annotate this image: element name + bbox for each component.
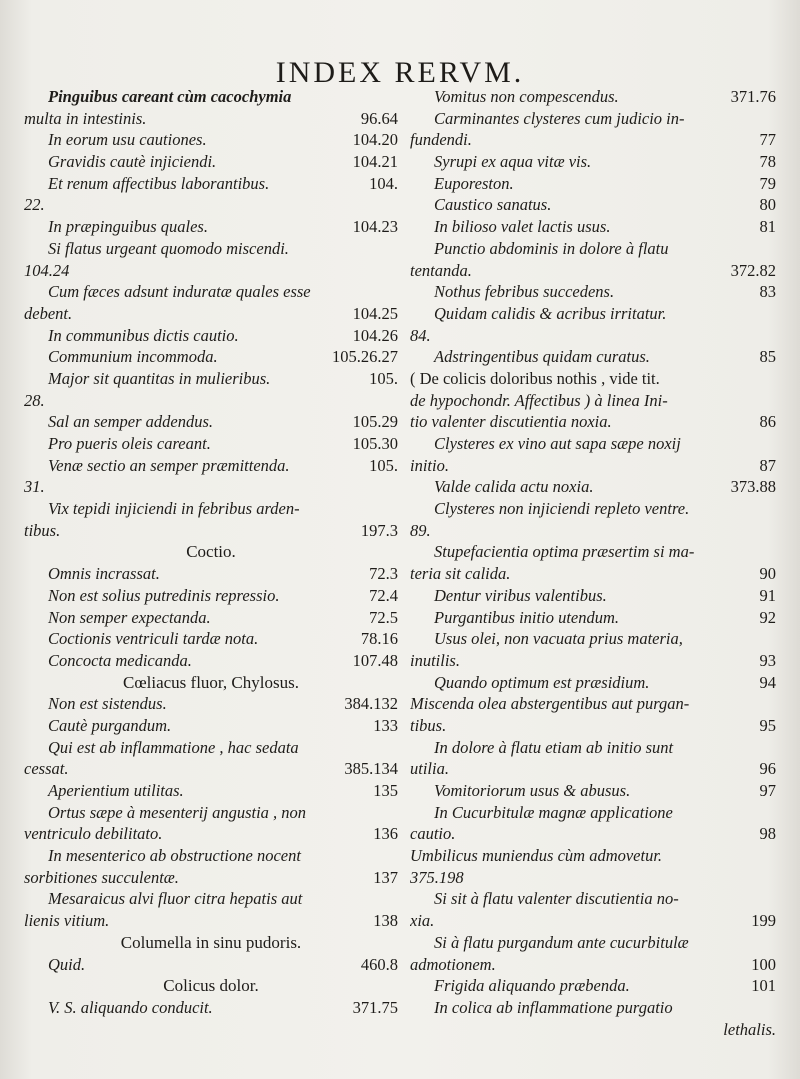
entry-text: Purgantibus initio utendum. — [434, 607, 620, 627]
entry-text: Non est sistendus. — [48, 694, 167, 714]
index-line — [24, 737, 398, 759]
entry-text: initio. — [410, 455, 449, 475]
index-line — [24, 216, 398, 238]
entry-text: sorbitiones succulentæ. — [24, 867, 179, 887]
index-line — [410, 325, 776, 347]
entry-text: In communibus dictis cautio. — [48, 325, 239, 345]
entry-text: de hypochondr. Affectibus ) à linea Ini- — [410, 390, 668, 410]
page-reference: 96 — [759, 759, 776, 779]
index-line — [24, 433, 398, 455]
page-reference: 104.21 — [352, 152, 398, 172]
index-line — [24, 129, 398, 151]
page-reference: 101 — [751, 976, 776, 996]
page-reference: 96.64 — [360, 108, 398, 128]
index-line — [24, 845, 398, 867]
index-line — [410, 281, 776, 303]
entry-text: tibus. — [410, 715, 447, 735]
entry-text: Quando optimum est præsidium. — [434, 672, 650, 692]
index-line — [410, 260, 776, 282]
page-reference: 105.29 — [352, 412, 398, 432]
index-line — [24, 368, 398, 390]
index-line — [410, 802, 776, 824]
index-line — [410, 411, 776, 433]
index-line — [410, 693, 776, 715]
page-reference: 104.23 — [352, 217, 398, 237]
page-header: INDEX RERVM. — [275, 56, 525, 89]
page-reference: 105.30 — [352, 434, 398, 453]
entry-text: Pro pueris oleis careant. — [48, 434, 211, 453]
page-reference: 85 — [759, 347, 776, 367]
page-reference: 105.26.27 — [332, 347, 398, 367]
entry-text: Stupefacientia optima præsertim si ma- — [434, 542, 695, 562]
index-line — [410, 216, 776, 238]
entry-text: Umbilicus muniendus cùm admovetur. — [410, 846, 663, 866]
index-line — [410, 1019, 776, 1041]
index-line — [410, 346, 776, 368]
index-line — [24, 303, 398, 325]
index-line — [24, 693, 398, 715]
entry-text: Si flatus urgeant quomodo miscendi. — [48, 238, 289, 258]
entry-text: Non semper expectanda. — [48, 607, 211, 627]
index-line — [410, 628, 776, 650]
index-line — [410, 498, 776, 520]
page-reference: 199 — [751, 911, 776, 931]
index-line — [410, 541, 776, 563]
entry-text: Coctionis ventriculi tardæ nota. — [48, 629, 259, 649]
entry-text: In dolore à flatu etiam ab initio sunt — [434, 737, 674, 757]
entry-text: Sal an semper addendus. — [48, 412, 213, 432]
index-line — [24, 238, 398, 260]
entry-text: Ortus sæpe à mesenterij angustia , non — [48, 802, 307, 822]
entry-text: 104.24 — [24, 260, 70, 280]
index-line — [24, 390, 398, 412]
index-line — [410, 368, 776, 390]
entry-text: inutilis. — [410, 650, 460, 670]
index-line — [410, 997, 776, 1019]
index-line — [410, 737, 776, 759]
entry-text: Clysteres ex vino aut sapa sæpe noxij — [434, 434, 681, 453]
index-line — [410, 910, 776, 932]
index-line — [24, 780, 398, 802]
entry-text: Dentur viribus valentibus. — [434, 585, 607, 605]
index-line — [410, 433, 776, 455]
page-reference: 100 — [751, 954, 776, 974]
index-line — [24, 715, 398, 737]
entry-text: 89. — [410, 520, 431, 540]
index-line — [410, 476, 776, 498]
page-reference: 197.3 — [360, 520, 398, 540]
index-line — [24, 108, 398, 130]
entry-text: teria sit calida. — [410, 564, 511, 584]
index-line — [24, 151, 398, 173]
page-reference: 83 — [759, 282, 776, 302]
entry-text: xia. — [410, 911, 435, 931]
entry-text: Cum fæces adsunt induratæ quales esse — [48, 282, 311, 302]
left-column — [24, 86, 398, 1019]
index-line — [410, 867, 776, 889]
page-reference: 95 — [759, 715, 776, 735]
entry-text: Punctio abdominis in dolore à flatu — [434, 238, 669, 258]
entry-text: In eorum usu cautiones. — [48, 130, 207, 150]
index-line — [24, 954, 398, 976]
entry-text: debent. — [24, 303, 73, 323]
entry-text: Adstringentibus quidam curatus. — [434, 347, 650, 367]
index-line — [24, 411, 398, 433]
page-reference: 72.3 — [369, 564, 398, 584]
page-reference: 94 — [759, 672, 776, 692]
index-line — [410, 151, 776, 173]
index-line — [24, 455, 398, 477]
index-line — [410, 520, 776, 542]
page-reference: 104.25 — [352, 303, 398, 323]
entry-text: utilia. — [410, 759, 449, 779]
entry-text: admotionem. — [410, 954, 496, 974]
entry-text: multa in intestinis. — [24, 108, 147, 128]
index-heading — [24, 541, 398, 563]
index-line — [24, 476, 398, 498]
entry-text: Euporeston. — [434, 173, 514, 193]
entry-text: Communium incommoda. — [48, 347, 218, 367]
index-line — [410, 975, 776, 997]
page-reference: 104. — [369, 173, 398, 193]
entry-text: Miscenda olea abstergentibus aut purgan- — [410, 694, 690, 714]
index-line — [410, 932, 776, 954]
page-reference: 78 — [759, 152, 776, 172]
index-line — [410, 823, 776, 845]
entry-text: fundendi. — [410, 130, 472, 150]
index-line — [24, 997, 398, 1019]
index-line — [410, 715, 776, 737]
entry-text: 28. — [24, 390, 45, 410]
page-reference: 86 — [759, 412, 776, 432]
index-line — [24, 867, 398, 889]
page-reference: 79 — [759, 173, 776, 193]
page-reference: 107.48 — [352, 650, 398, 670]
entry-text: Quidam calidis & acribus irritatur. — [434, 303, 667, 323]
index-line — [410, 954, 776, 976]
entry-text: Et renum affectibus laborantibus. — [48, 173, 270, 193]
page-reference: 373.88 — [730, 477, 776, 497]
index-line — [410, 780, 776, 802]
index-line — [24, 888, 398, 910]
page-reference: 91 — [759, 585, 776, 605]
entry-text: In colica ab inflammatione purgatio — [434, 997, 673, 1017]
index-line — [24, 173, 398, 195]
entry-text: Columella in sinu pudoris. — [120, 932, 302, 952]
entry-text: Vomitus non compescendus. — [434, 87, 619, 106]
entry-text: Aperientium utilitas. — [48, 781, 184, 800]
entry-text: Pinguibus careant cùm cacochymia — [48, 87, 292, 106]
entry-text: Cœliacus fluor, Chylosus. — [123, 672, 299, 692]
index-line — [410, 194, 776, 216]
index-line — [410, 758, 776, 780]
index-line — [410, 672, 776, 694]
entry-text: V. S. aliquando conducit. — [48, 997, 213, 1017]
page-reference: 371.75 — [352, 997, 398, 1017]
entry-text: Cautè purgandum. — [48, 715, 172, 735]
index-line — [410, 650, 776, 672]
entry-text: Si sit à flatu valenter discutientia no- — [434, 889, 679, 909]
entry-text: cautio. — [410, 824, 456, 844]
page-reference: 80 — [759, 195, 776, 215]
page-reference: 92 — [759, 607, 776, 627]
page-reference: 384.132 — [344, 694, 398, 714]
index-line — [410, 238, 776, 260]
entry-text: Omnis incrassat. — [48, 564, 160, 584]
entry-text: Non est solius putredinis repressio. — [48, 585, 280, 605]
index-line — [410, 303, 776, 325]
index-line — [410, 455, 776, 477]
index-line — [24, 650, 398, 672]
index-line — [410, 173, 776, 195]
page-reference: 97 — [759, 781, 776, 800]
page-reference: 78.16 — [360, 629, 398, 649]
entry-text: In Cucurbitulæ magnæ applicatione — [434, 802, 673, 822]
entry-text: Si à flatu purgandum ante cucurbitulæ — [434, 932, 689, 952]
page-reference: 137 — [373, 867, 398, 887]
index-line — [24, 607, 398, 629]
index-line — [24, 802, 398, 824]
entry-text: cessat. — [24, 759, 69, 779]
index-line — [24, 86, 398, 108]
index-line — [24, 628, 398, 650]
index-heading — [24, 932, 398, 954]
index-heading — [24, 672, 398, 694]
page-reference: 460.8 — [360, 954, 398, 974]
page-reference: 93 — [759, 650, 776, 670]
page-reference: 133 — [373, 715, 398, 735]
page-reference: 104.20 — [352, 130, 398, 150]
entry-text: Valde calida actu noxia. — [434, 477, 594, 497]
entry-text: Colicus dolor. — [163, 976, 259, 996]
entry-text: Qui est ab inflammatione , hac sedata — [48, 737, 299, 757]
entry-text: 22. — [24, 195, 45, 215]
entry-text: Vomitoriorum usus & abusus. — [434, 781, 631, 800]
entry-text: Caustico sanatus. — [434, 195, 552, 215]
page-reference: 135 — [373, 781, 398, 800]
page-reference: 90 — [759, 564, 776, 584]
right-column — [410, 86, 776, 1040]
index-line — [24, 346, 398, 368]
entry-text: 375.198 — [410, 867, 464, 887]
index-line — [410, 390, 776, 412]
index-line — [24, 260, 398, 282]
entry-text: Gravidis cautè injiciendi. — [48, 152, 217, 172]
page-reference: 371.76 — [730, 87, 776, 106]
entry-text: tentanda. — [410, 260, 472, 280]
page-reference: 372.82 — [730, 260, 776, 280]
entry-text: Syrupi ex aqua vitæ vis. — [434, 152, 592, 172]
page-reference: 72.5 — [369, 607, 398, 627]
page-reference: 385.134 — [344, 759, 398, 779]
page-reference: 77 — [759, 130, 776, 150]
entry-text: lienis vitium. — [24, 911, 110, 931]
index-line — [24, 823, 398, 845]
index-line — [24, 520, 398, 542]
index-line — [24, 585, 398, 607]
page-reference: 87 — [759, 455, 776, 475]
entry-text: Frigida aliquando præbenda. — [434, 976, 630, 996]
index-heading — [24, 975, 398, 997]
page-reference: 105. — [369, 455, 398, 475]
entry-text: Mesaraicus alvi fluor citra hepatis aut — [48, 889, 303, 909]
index-line — [410, 585, 776, 607]
entry-text: tio valenter discutientia noxia. — [410, 412, 612, 432]
page-reference: 104.26 — [352, 325, 398, 345]
entry-text: tibus. — [24, 520, 61, 540]
entry-text: Major sit quantitas in mulieribus. — [48, 368, 271, 388]
index-line — [24, 563, 398, 585]
page-reference: 136 — [373, 824, 398, 844]
entry-text: Vix tepidi injiciendi in febribus arden- — [48, 499, 300, 519]
entry-text: In præpinguibus quales. — [48, 217, 208, 237]
index-line — [410, 888, 776, 910]
entry-text: Quid. — [48, 954, 86, 974]
entry-text: Usus olei, non vacuata prius materia, — [434, 629, 683, 649]
entry-text: Concocta medicanda. — [48, 650, 192, 670]
entry-text: Clysteres non injiciendi repleto ventre. — [434, 499, 690, 519]
index-line — [24, 758, 398, 780]
page-reference: 98 — [759, 824, 776, 844]
index-line — [24, 498, 398, 520]
index-line — [24, 325, 398, 347]
page-reference: 81 — [759, 217, 776, 237]
index-line — [24, 281, 398, 303]
page-reference: 72.4 — [369, 585, 398, 605]
entry-text: 31. — [24, 477, 45, 497]
index-line — [410, 129, 776, 151]
index-line — [410, 108, 776, 130]
entry-text: ventriculo debilitato. — [24, 824, 163, 844]
page-reference: 138 — [373, 911, 398, 931]
entry-text: Nothus febribus succedens. — [434, 282, 615, 302]
entry-text: Coctio. — [186, 542, 236, 562]
entry-text: In mesenterico ab obstructione nocent — [48, 846, 301, 866]
entry-text: ( De colicis doloribus nothis , vide tit. — [410, 368, 660, 388]
index-line — [410, 607, 776, 629]
entry-text: Venæ sectio an semper præmittenda. — [48, 455, 290, 475]
entry-text: In bilioso valet lactis usus. — [434, 217, 611, 237]
index-line — [410, 563, 776, 585]
index-line — [24, 910, 398, 932]
entry-text: 84. — [410, 325, 431, 345]
page-reference: 105. — [369, 368, 398, 388]
entry-text: lethalis. — [723, 1019, 776, 1039]
entry-text: Carminantes clysteres cum judicio in- — [434, 108, 685, 128]
index-line — [410, 845, 776, 867]
index-line — [410, 86, 776, 108]
index-line — [24, 194, 398, 216]
